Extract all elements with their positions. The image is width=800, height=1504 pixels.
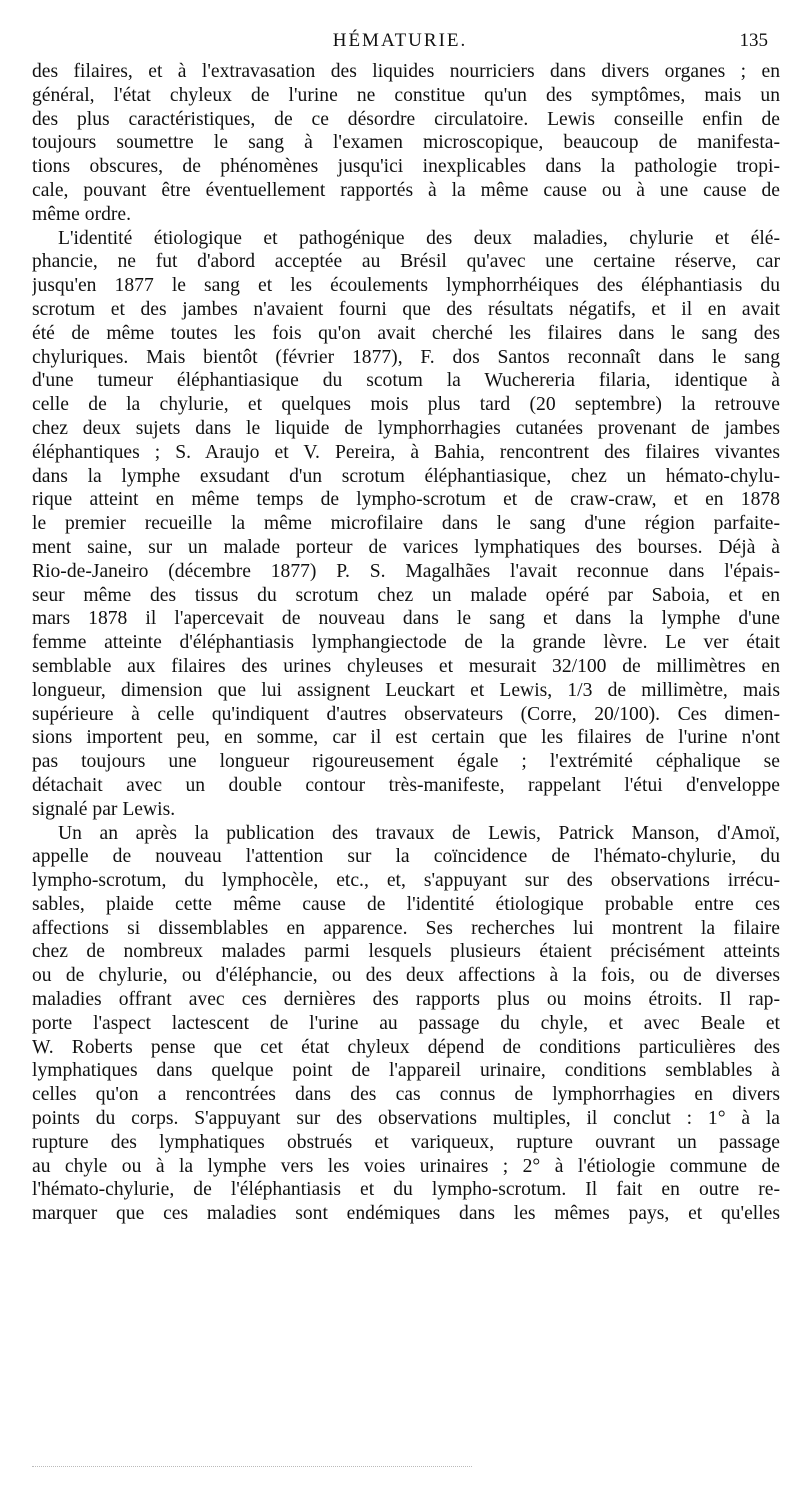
text-line: chyluriques. Mais bientôt (février 1877), F. dos Santos reconnaît dans le sang — [32, 346, 780, 368]
page-number: 135 — [739, 30, 768, 51]
text-line: signalé par Lewis. — [32, 798, 176, 820]
text-line: rique atteint en même temps de lympho-scrotum et de craw-craw, et en 1878 — [32, 489, 780, 511]
text-line: semblable aux filaires des urines chyleuses et mesurait 32/100 de millimètres en — [32, 655, 780, 677]
text-line: ment saine, sur un malade porteur de varices lymphatiques des bourses. Déjà à — [32, 536, 780, 558]
text-line: lymphatiques dans quelque point de l'appareil urinaire, conditions semblables à — [32, 1060, 780, 1082]
text-line: scrotum et des jambes n'avaient fourni que des résultats négatifs, et il en avait — [32, 298, 780, 320]
text-line: dans la lymphe exsudant d'un scrotum éléphantiasique, chez un hémato-chylu- — [32, 465, 780, 487]
text-line: jusqu'en 1877 le sang et les écoulements lymphorrhéiques des éléphantiasis du — [32, 275, 780, 297]
text-line: éléphantiques ; S. Araujo et V. Pereira, à Bahia, rencontrent des filaires vivantes — [32, 441, 780, 463]
text-line: des plus caractéristiques, de ce désordre circulatoire. Lewis conseille enfin de — [32, 108, 780, 130]
text-line: des filaires, et à l'extravasation des liquides nourriciers dans divers organes ; en — [32, 61, 780, 82]
text-line: sables, plaide cette même cause de l'identité étiologique probable entre ces — [32, 893, 780, 915]
text-line: lympho-scrotum, du lymphocèle, etc., et, s'appuyant sur des observations irrécu- — [32, 870, 780, 892]
text-line: mars 1878 il l'apercevait de nouveau dans le sang et dans la lymphe d'une — [32, 608, 780, 630]
text-line: détachait avec un double contour très-manifeste, rappelant l'étui d'enveloppe — [32, 774, 780, 796]
text-line: celles qu'on a rencontrées dans des cas connus de lymphorrhagies en divers — [32, 1084, 780, 1106]
text-line: même ordre. — [32, 203, 132, 225]
text-line: été de même toutes les fois qu'on avait cherché les filaires dans le sang des — [32, 322, 780, 344]
text-line: appelle de nouveau l'attention sur la coïncidence de l'hémato-chylurie, du — [32, 846, 780, 868]
page-header — [32, 30, 768, 60]
text-line: points du corps. S'appuyant sur des observations multiples, il conclut : 1° à la — [32, 1108, 780, 1130]
text-line: maladies offrant avec ces dernières des rapports plus ou moins étroits. Il rap- — [32, 989, 780, 1011]
text-line: seur même des tissus du scrotum chez un malade opéré par Saboia, et en — [32, 584, 780, 606]
body-text — [32, 60, 780, 1226]
text-line: ou de chylurie, ou d'éléphancie, ou des deux affections à la fois, ou de diverses — [32, 965, 780, 987]
text-line: femme atteinte d'éléphantiasis lymphangiectode de la grande lèvre. Le ver était — [32, 632, 780, 654]
text-line: longueur, dimension que lui assignent Leuckart et Lewis, 1/3 de millimètre, mais — [32, 679, 780, 701]
text-line: rupture des lymphatiques obstrués et variqueux, rupture ouvrant un passage — [32, 1131, 780, 1153]
text-line: Un an après la publication des travaux de Lewis, Patrick Manson, d'Amoï, — [58, 822, 780, 844]
text-line: chez deux sujets dans le liquide de lymphorrhagies cutanées provenant de jambes — [32, 417, 780, 439]
text-line: celle de la chylurie, et quelques mois plus tard (20 septembre) la retrouve — [32, 394, 780, 416]
text-line: marquer que ces maladies sont endémiques dans les mêmes pays, et qu'elles — [32, 1203, 780, 1225]
text-line: W. Roberts pense que cet état chyleux dépend de conditions particulières des — [32, 1036, 780, 1058]
text-line: l'hémato-chylurie, de l'éléphantiasis et du lympho-scrotum. Il fait en outre re- — [32, 1179, 780, 1201]
text-line: général, l'état chyleux de l'urine ne constitue qu'un des symptômes, mais un — [32, 84, 780, 106]
text-line: cale, pouvant être éventuellement rapportés à la même cause ou à une cause de — [32, 179, 780, 201]
running-title: HÉMATURIE. — [332, 30, 468, 51]
text-line: au chyle ou à la lymphe vers les voies urinaires ; 2° à l'étiologie commune de — [32, 1155, 780, 1177]
text-line: tions obscures, de phénomènes jusqu'ici inexplicables dans la pathologie tropi- — [32, 156, 780, 178]
text-line: sions importent peu, en somme, car il est certain que les filaires de l'urine n'ont — [32, 727, 780, 749]
text-line: porte l'aspect lactescent de l'urine au passage du chyle, et avec Beale et — [32, 1012, 780, 1034]
text-line: le premier recueille la même microfilaire dans le sang d'une région parfaite- — [32, 513, 780, 535]
text-line: Rio-de-Janeiro (décembre 1877) P. S. Magalhães l'avait reconnue dans l'épais- — [32, 560, 780, 582]
text-line: phancie, ne fut d'abord acceptée au Brésil qu'avec une certaine réserve, car — [32, 251, 780, 273]
text-line: d'une tumeur éléphantiasique du scotum la Wuchereria filaria, identique à — [32, 370, 780, 392]
text-line: pas toujours une longueur rigoureusement égale ; l'extrémité céphalique se — [32, 751, 780, 773]
text-line: toujours soumettre le sang à l'examen microscopique, beaucoup de manifesta- — [32, 132, 780, 154]
text-line: affections si dissemblables en apparence. Ses recherches lui montrent la filaire — [32, 917, 780, 939]
text-line: L'identité étiologique et pathogénique des deux maladies, chylurie et élé- — [58, 227, 780, 249]
text-line: chez de nombreux malades parmi lesquels plusieurs étaient précisément atteints — [32, 941, 780, 963]
text-line: supérieure à celle qu'indiquent d'autres observateurs (Corre, 20/100). Ces dimen- — [32, 703, 780, 725]
footer-rule — [32, 1466, 472, 1467]
